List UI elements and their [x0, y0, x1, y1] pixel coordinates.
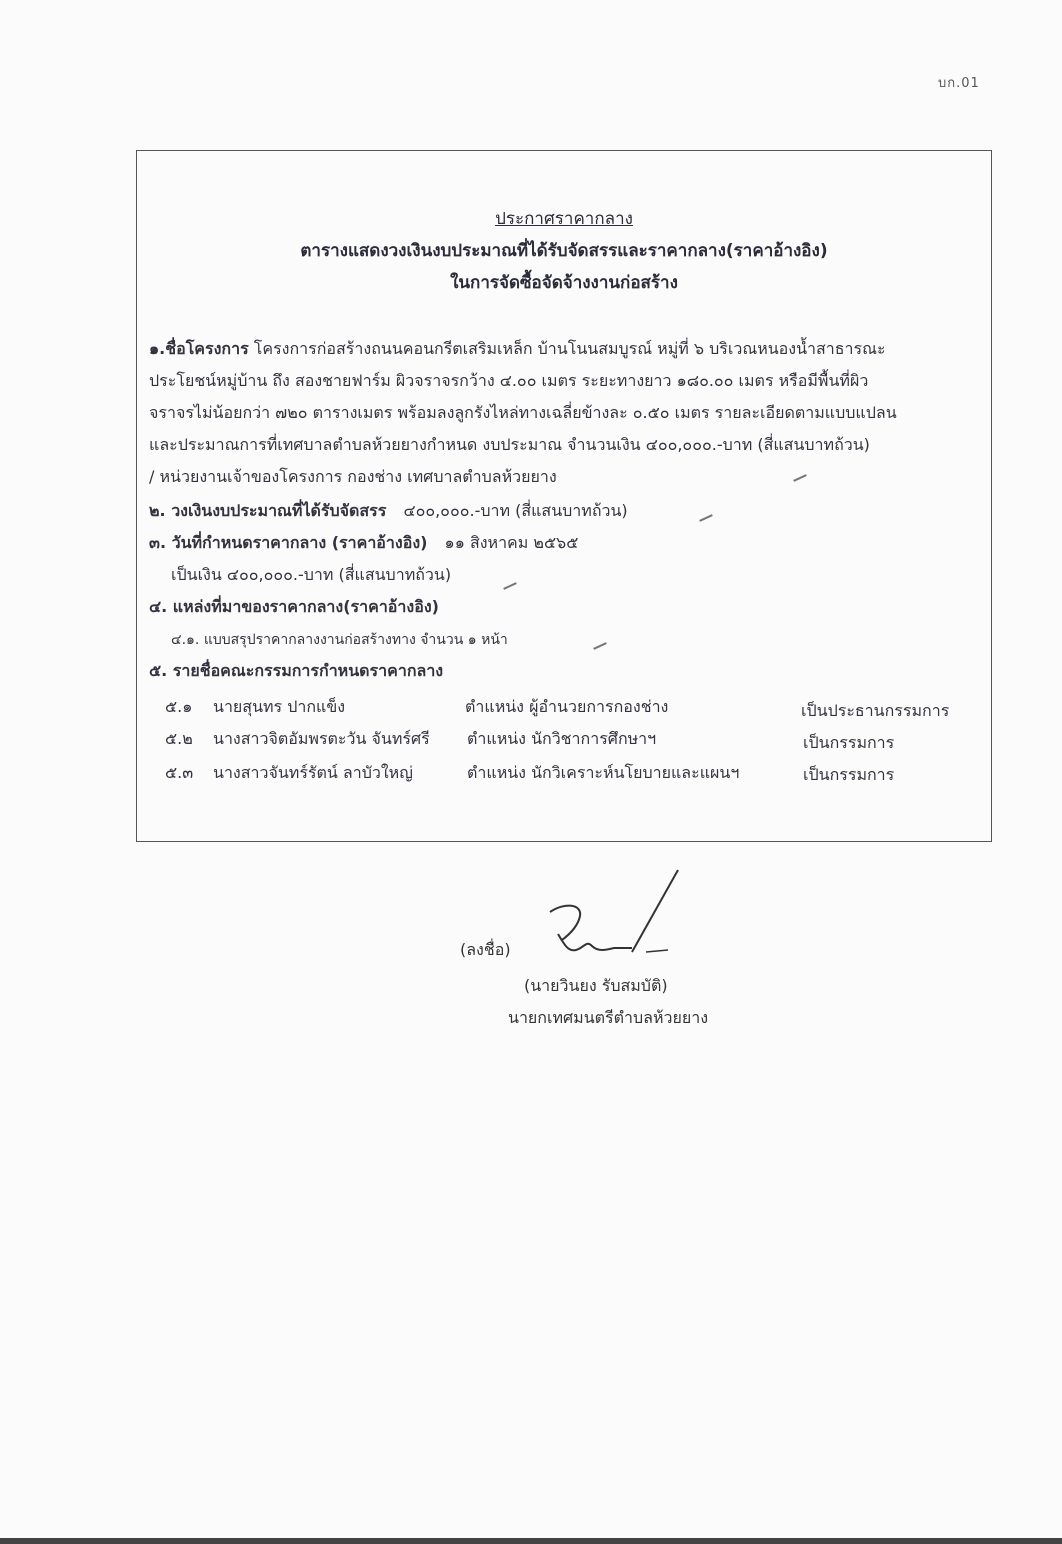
signer-title: นายกเทศมนตรีตำบลห้วยยาง	[508, 1008, 709, 1027]
item4-sub: ๔.๑. แบบสรุปราคากลางงานก่อสร้างทาง จำนวน ๑ หน้า	[171, 632, 508, 648]
member-no: ๕.๓	[165, 763, 194, 782]
item1-line3: จราจรไม่น้อยกว่า ๗๒๐ ตารางเมตร พร้อมลงลูกรังไหล่ทางเฉลี่ยข้างละ ๐.๕๐ เมตร รายละเอียดตามแบบแปลน	[149, 403, 897, 422]
item5-label: ๕. รายชื่อคณะกรรมการกำหนดราคากลาง	[149, 661, 444, 680]
announcement-subtitle-2: ในการจัดซื้อจัดจ้างงานก่อสร้าง	[450, 273, 678, 293]
member-no: ๕.๑	[165, 697, 193, 716]
item3-label: ๓. วันที่กำหนดราคากลาง (ราคาอ้างอิง)	[149, 533, 428, 552]
item2-label: ๒. วงเงินงบประมาณที่ได้รับจัดสรร	[149, 501, 387, 520]
member-position: ตำแหน่ง นักวิเคราะห์นโยบายและแผนฯ	[467, 763, 740, 782]
page-code: บก.01	[938, 76, 980, 91]
announcement-title: ประกาศราคากลาง	[495, 209, 633, 229]
scan-bottom-edge	[0, 1538, 1062, 1544]
member-position: ตำแหน่ง ผู้อำนวยการกองช่าง	[465, 697, 669, 716]
check-mark	[503, 582, 517, 590]
member-role: เป็นกรรมการ	[803, 765, 895, 784]
item1-line2: ประโยชน์หมู่บ้าน ถึง สองชายฟาร์ม ผิวจราจรกว้าง ๔.๐๐ เมตร ระยะทางยาว ๑๘๐.๐๐ เมตร หรือมีพื้นที่ผิว	[149, 371, 869, 390]
member-name: นางสาวจิตอัมพรตะวัน จันทร์ศรี	[213, 729, 430, 748]
signature-block	[0, 860, 1062, 1060]
check-mark	[593, 642, 607, 650]
item3-date: ๑๑ สิงหาคม ๒๕๖๕	[444, 533, 579, 552]
item1-label: ๑.ชื่อโครงการ	[149, 339, 249, 358]
signer-name: (นายวินยง รับสมบัติ)	[524, 976, 668, 995]
item2-row	[149, 499, 628, 524]
announcement-box	[136, 150, 992, 842]
announcement-subtitle-1: ตารางแสดงวงเงินงบประมาณที่ได้รับจัดสรรและราคากลาง(ราคาอ้างอิง)	[300, 241, 828, 261]
signature-label: (ลงชื่อ)	[460, 940, 511, 959]
member-name: นายสุนทร ปากแข็ง	[213, 697, 346, 716]
member-no: ๕.๒	[165, 729, 193, 748]
member-position: ตำแหน่ง นักวิชาการศึกษาฯ	[467, 729, 657, 748]
item1-line1: โครงการก่อสร้างถนนคอนกรีตเสริมเหล็ก บ้านโนนสมบูรณ์ หมู่ที่ ๖ บริเวณหนองน้ำสาธารณะ	[253, 339, 886, 358]
member-role: เป็นกรรมการ	[803, 733, 895, 752]
item1-line5: / หน่วยงานเจ้าของโครงการ กองช่าง เทศบาลตำบลห้วยยาง	[149, 467, 557, 486]
check-mark	[793, 474, 807, 482]
handwritten-signature	[540, 860, 690, 970]
item3-row	[149, 531, 578, 556]
item3-amount: เป็นเงิน ๔๐๐,๐๐๐.-บาท (สี่แสนบาทถ้วน)	[171, 565, 452, 584]
item2-value: ๔๐๐,๐๐๐.-บาท (สี่แสนบาทถ้วน)	[403, 501, 628, 520]
member-role: เป็นประธานกรรมการ	[801, 701, 950, 720]
item4-label: ๔. แหล่งที่มาของราคากลาง(ราคาอ้างอิง)	[149, 597, 439, 616]
check-mark	[699, 514, 713, 522]
member-name: นางสาวจันทร์รัตน์ ลาบัวใหญ่	[213, 763, 413, 782]
item1-row1	[149, 337, 886, 362]
item1-line4: และประมาณการที่เทศบาลตำบลห้วยยางกำหนด งบประมาณ จำนวนเงิน ๔๐๐,๐๐๐.-บาท (สี่แสนบาทถ้วน)	[149, 435, 870, 454]
